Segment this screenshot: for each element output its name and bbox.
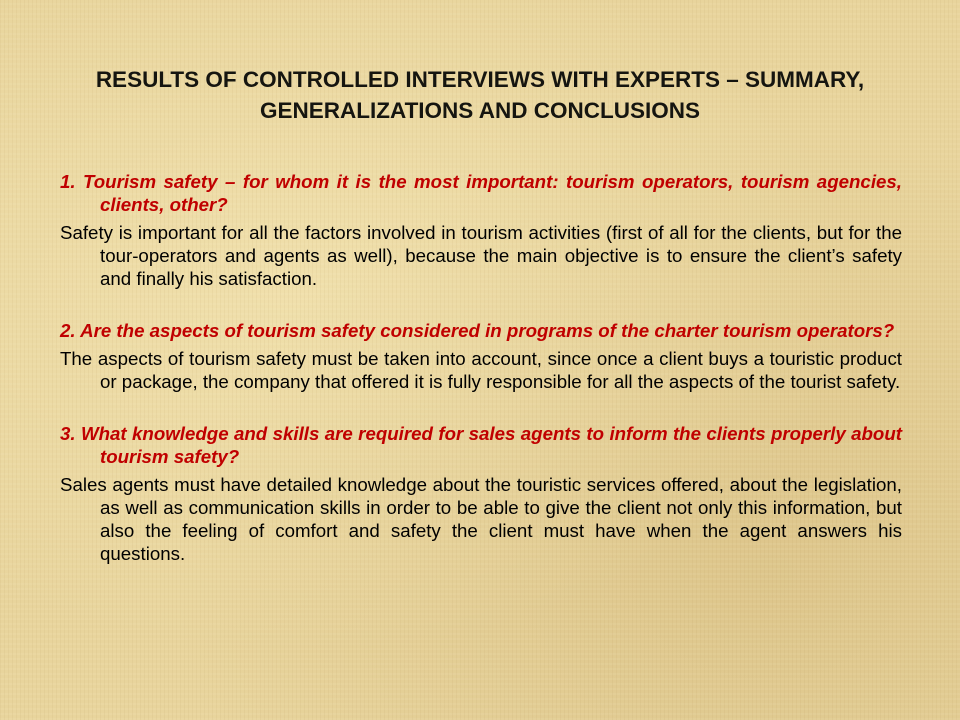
slide-title: RESULTS OF CONTROLLED INTERVIEWS WITH EXPERTS – SUMMARY, GENERALIZATIONS AND CONCLUSIONS <box>95 67 865 123</box>
answer-2: The aspects of tourism safety must be taken into account, since once a client buys a touristic product or package, the company that offered it is fully responsible for all the aspects of the tourist safety. <box>60 348 902 392</box>
question-1: 1. Tourism safety – for whom it is the most important: tourism operators, tourism agencies, clients, other? <box>60 171 902 215</box>
question-3: 3. What knowledge and skills are required for sales agents to inform the clients properly about tourism safety? <box>60 423 902 467</box>
question-2: 2. Are the aspects of tourism safety considered in programs of the charter tourism operators? <box>60 320 895 341</box>
answer-3: Sales agents must have detailed knowledge about the touristic services offered, about the legislation, as well as communication skills in order to be able to give the client not only this information, but also the feeling of comfort and safety the client must have when the agent answers his questions. <box>60 474 902 564</box>
answer-1: Safety is important for all the factors involved in tourism activities (first of all for the clients, but for the tour-operators and agents as well), because the main objective is to ensure the client’s safety and finally his satisfaction. <box>60 222 902 289</box>
slide-content <box>60 170 902 565</box>
